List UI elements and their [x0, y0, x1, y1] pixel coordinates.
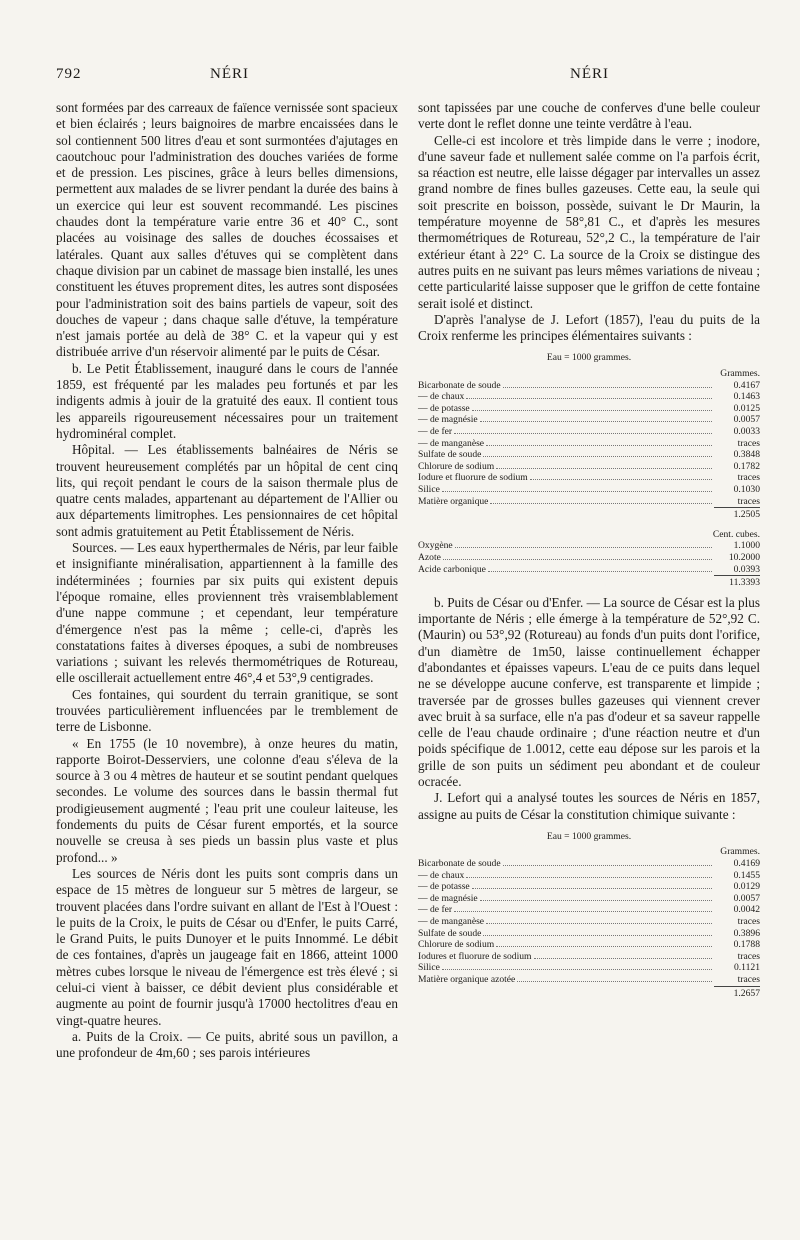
row-name: Bicarbonate de soude	[418, 379, 501, 391]
leader-dots	[486, 923, 712, 924]
leader-dots	[442, 491, 712, 492]
row-value: traces	[737, 916, 760, 928]
paragraph: Ces fontaines, qui sourdent du terrain granitique, se sont trouvées particulièrement influencées par le tremblement de terre de Lisbonne.	[56, 686, 398, 735]
row-value: 0.1030	[733, 483, 760, 495]
row-value: 10.2000	[728, 551, 760, 563]
row-value: traces	[737, 472, 760, 484]
table-row	[418, 484, 760, 496]
row-name: — de fer	[418, 904, 453, 916]
table-row	[418, 939, 760, 951]
row-name: Bicarbonate de soude	[418, 858, 501, 870]
table-row	[418, 380, 760, 392]
right-column	[418, 100, 760, 1005]
row-value: 0.3848	[733, 449, 760, 461]
table-row	[418, 426, 760, 438]
leader-dots	[483, 935, 712, 936]
row-name: Oxygène	[418, 540, 453, 552]
gas-total: 11.3393	[714, 575, 760, 589]
table-row	[418, 916, 760, 928]
row-name: Sulfate de soude	[418, 449, 482, 461]
row-value: 0.4169	[733, 858, 760, 870]
table-row	[418, 403, 760, 415]
running-head-right: NÉRI	[570, 66, 609, 82]
row-value: traces	[737, 437, 760, 449]
leader-dots	[517, 981, 712, 982]
table-row	[418, 391, 760, 403]
table-row	[418, 496, 760, 508]
row-name: Matière organique azotée	[418, 974, 516, 986]
row-name: — de chaux	[418, 869, 465, 881]
row-name: Chlorure de sodium	[418, 939, 495, 951]
table-unit: Grammes.	[720, 368, 760, 380]
paragraph: b. Puits de César ou d'Enfer. — La source de César est la plus importante de Néris ; elle émerge à la température de 52°,92 C. (Maurin) ou 53°,92 (Rotureau) au fonds d'un puits dont l'orifice, d'un diamètre de 1m50, laisse continuellement échapper d'abondantes et épaisses vapeurs. L'eau de ce puits dans lequel ne se développe aucune conferve, est transparente et limpide ; traversée par de grosses bulles gazeuses qui viennent crever avec bruit à sa surface, elle n'a pas d'odeur et sa saveur rappelle celle de l'eau chaude ordinaire ; d'une réaction neutre et d'un poids spécifique de 1.0012, cette eau dépose sur les parois et la grille de son puits un sédiment peu abondant et de couleur ocracée.	[418, 594, 760, 789]
row-name: — de potasse	[418, 881, 470, 893]
gas-rows	[418, 540, 760, 575]
row-name: Iodure et fluorure de sodium	[418, 472, 528, 484]
row-value: 0.0129	[733, 881, 760, 893]
paragraph: sont tapissées par une couche de conferves d'une belle couleur verte dont le reflet donne une teinte verdâtre à l'eau.	[418, 100, 760, 132]
table-row	[418, 870, 760, 882]
paragraph: Hôpital. — Les établissements balnéaires de Néris se trouvent heureusement complétés par un hôpital de cent cinq lits, qui reçoit pendant le cours de la saison thermale plus de quatre cents malades, appartenant au département de l'Allier ou aux départements limitrophes. Les pensionnaires de cet hôpital sont admis gratuitement au Petit Établissement de Néris.	[56, 442, 398, 539]
analysis-table-cesar	[418, 831, 760, 999]
table-caption: Eau = 1000 grammes.	[546, 352, 632, 364]
row-value: 0.1788	[733, 939, 760, 951]
table-row	[418, 552, 760, 564]
running-head-left: NÉRI	[210, 66, 249, 82]
table-total: 1.2505	[714, 507, 760, 521]
row-value: 0.0057	[733, 892, 760, 904]
table-row	[418, 540, 760, 552]
row-value: 0.1463	[733, 391, 760, 403]
row-name: — de manganèse	[418, 437, 485, 449]
row-name: — de fer	[418, 426, 453, 438]
gas-unit: Cent. cubes.	[712, 528, 760, 540]
row-name: — de magnésie	[418, 414, 478, 426]
row-value: 0.0042	[733, 904, 760, 916]
row-value: 0.0125	[733, 402, 760, 414]
row-value: 0.0057	[733, 414, 760, 426]
leader-dots	[455, 547, 712, 548]
paragraph: b. Le Petit Établissement, inauguré dans le cours de l'année 1859, est fréquenté par les malades peu fortunés et par les indigents admis à jouir de la gratuité des eaux. Il contient tous les appareils rigoureusement nécessaires pour un traitement hydrominéral complet.	[56, 360, 398, 441]
table-total: 1.2657	[714, 986, 760, 1000]
leader-dots	[466, 398, 712, 399]
paragraph: Celle-ci est incolore et très limpide dans le verre ; inodore, d'une saveur fade et nullement salée comme on l'a parfois écrit, sa réaction est neutre, elle laisse dégager par intervalles un assez grand nombre de fines bulles gazeuses. Cette eau, la seule qui soit prescrite en boisson, possède, suivant le Dr Maurin, la température moyenne de 58°,81 C., et d'après les mesures thermométriques de Rotureau, 52°,2 C., la température de l'air extérieur étant à 22° C. La source de la Croix se distingue des autres puits en ne suivant pas leurs mêmes variations de niveau ; cette particularité laisse supposer que le griffon de cette fontaine serait isolé et distinct.	[418, 132, 760, 311]
leader-dots	[486, 445, 712, 446]
paragraph: « En 1755 (le 10 novembre), à onze heures du matin, rapporte Boirot-Desserviers, une colonne d'eau s'éleva de la source à 3 ou 4 mètres de hauteur et se soutint pendant quelques secondes. Le volume des sources dans le bassin thermal fut prodigieusement augmenté ; l'eau prit une couleur laiteuse, les fondements du puits de César furent emportés, et la source nouvelle se creusa à ses pieds un bassin plus vaste et plus profond... »	[56, 735, 398, 865]
paragraph: sont formées par des carreaux de faïence vernissée sont spacieux et bien éclairés ; leurs baignoires de marbre encaissées dans le sol contiennent 500 litres d'eau et sont surmontées d'ajutages en caoutchouc pour l'administration des douches variées de forme et de pression. Les piscines, grâce à leurs belles dimensions, permettent aux malades de se livrer pendant la durée des bains à un exercice qui leur est souvent recommandé. Les piscines chaudes dont la température varie entre 36 et 40° C., sont placées au voisinage des salles de douches écossaises et latérales. Quant aux salles d'étuves qui se complètent dans chaque division par un cabinet de massage bien installé, les unes constituent les étuves proprement dites, les autres sont disposées pour l'administration soit des bains partiels de vapeur, soit des douches de vapeur ; dans chaque salle d'étuve, la température n'est jamais portée au delà de 38° C. et la vapeur qui y est distribuée arrive d'un réservoir alimenté par le puits de César.	[56, 100, 398, 360]
row-value: 0.0033	[733, 426, 760, 438]
row-name: Azote	[418, 551, 441, 563]
row-value: 0.0393	[733, 563, 760, 575]
leader-dots	[472, 888, 712, 889]
table-row	[418, 928, 760, 940]
paragraph: a. Puits de la Croix. — Ce puits, abrité sous un pavillon, a une profondeur de 4m,60 ; ses parois intérieures	[56, 1028, 398, 1061]
paragraph: Les sources de Néris dont les puits sont compris dans un espace de 15 mètres de longueur sur 5 mètres de largeur, se trouvent placées dans l'ordre suivant en allant de l'Est à l'Ouest : le puits de la Croix, le puits de César ou d'Enfer, le puits Carré, le Grand Puits, le puits Dunoyer et le puits Innommé. Le débit de ces fontaines, d'après un jaugeage fait en 1866, atteint 1000 mètres cubes lorsque le niveau de l'émergence est très élevé ; si celui-ci vient à baisser, ce débit devient plus considérable et augmente au point de fournir jusqu'à 17000 hectolitres d'eau en vingt-quatre heures.	[56, 865, 398, 1028]
table-unit: Grammes.	[720, 846, 760, 858]
table-row	[418, 904, 760, 916]
leader-dots	[496, 946, 712, 947]
page-number: 792	[56, 66, 82, 82]
table-row	[418, 564, 760, 576]
left-column	[56, 100, 398, 1062]
row-name: Silice	[418, 483, 440, 495]
row-value: traces	[737, 950, 760, 962]
row-name: — de chaux	[418, 391, 465, 403]
leader-dots	[480, 421, 712, 422]
table-row	[418, 449, 760, 461]
table-row	[418, 881, 760, 893]
row-value: 0.1121	[733, 962, 760, 974]
table-row	[418, 951, 760, 963]
leader-dots	[472, 410, 712, 411]
leader-dots	[483, 456, 712, 457]
row-name: Silice	[418, 962, 440, 974]
row-value: 0.1782	[733, 460, 760, 472]
leader-dots	[496, 468, 712, 469]
row-name: — de manganèse	[418, 916, 485, 928]
leader-dots	[490, 503, 712, 504]
leader-dots	[454, 911, 712, 912]
row-value: 0.1455	[733, 869, 760, 881]
table-row	[418, 438, 760, 450]
row-name: — de potasse	[418, 402, 470, 414]
row-name: Iodures et fluorure de sodium	[418, 950, 532, 962]
paragraph: D'après l'analyse de J. Lefort (1857), l'eau du puits de la Croix renferme les principes élémentaires suivants :	[418, 311, 760, 344]
leader-dots	[503, 865, 712, 866]
row-name: — de magnésie	[418, 892, 478, 904]
paragraph: Sources. — Les eaux hyperthermales de Néris, par leur faible et insignifiante minéralisation, appartiennent à la famille des indéterminées ; fournies par six puits qui existent depuis l'époque romaine, elles proviennent très vraisemblablement d'une nappe commune ; et cependant, leur température d'émergence n'est pas la même ; celle-ci, d'après les constatations faites à diverses époques, a subi de nombreuses variations ; suivant les relevés thermométriques de Rotureau, elle oscillerait actuellement entre 46°,4 et 53°,9 centigrades.	[56, 540, 398, 686]
row-name: Matière organique	[418, 495, 489, 507]
row-value: 0.4167	[733, 379, 760, 391]
leader-dots	[480, 900, 712, 901]
paragraph: J. Lefort qui a analysé toutes les sources de Néris en 1857, assigne au puits de César la constitution chimique suivante :	[418, 790, 760, 822]
row-name: Sulfate de soude	[418, 927, 482, 939]
table-row	[418, 414, 760, 426]
leader-dots	[488, 571, 712, 572]
table-row	[418, 962, 760, 974]
leader-dots	[530, 479, 712, 480]
table-caption: Eau = 1000 grammes.	[546, 830, 632, 842]
leader-dots	[443, 559, 712, 560]
row-value: traces	[737, 495, 760, 507]
analysis-table-croix	[418, 352, 760, 588]
row-value: 1.1000	[733, 540, 760, 552]
leader-dots	[442, 969, 712, 970]
table-row	[418, 974, 760, 986]
row-value: traces	[737, 974, 760, 986]
row-name: Chlorure de sodium	[418, 460, 495, 472]
table-row	[418, 472, 760, 484]
table-row	[418, 461, 760, 473]
row-value: 0.3896	[733, 927, 760, 939]
table-rows	[418, 380, 760, 508]
leader-dots	[466, 877, 712, 878]
leader-dots	[503, 387, 712, 388]
table-row	[418, 893, 760, 905]
table-rows	[418, 858, 760, 986]
table-row	[418, 858, 760, 870]
row-name: Acide carbonique	[418, 563, 486, 575]
leader-dots	[454, 433, 712, 434]
leader-dots	[534, 958, 713, 959]
